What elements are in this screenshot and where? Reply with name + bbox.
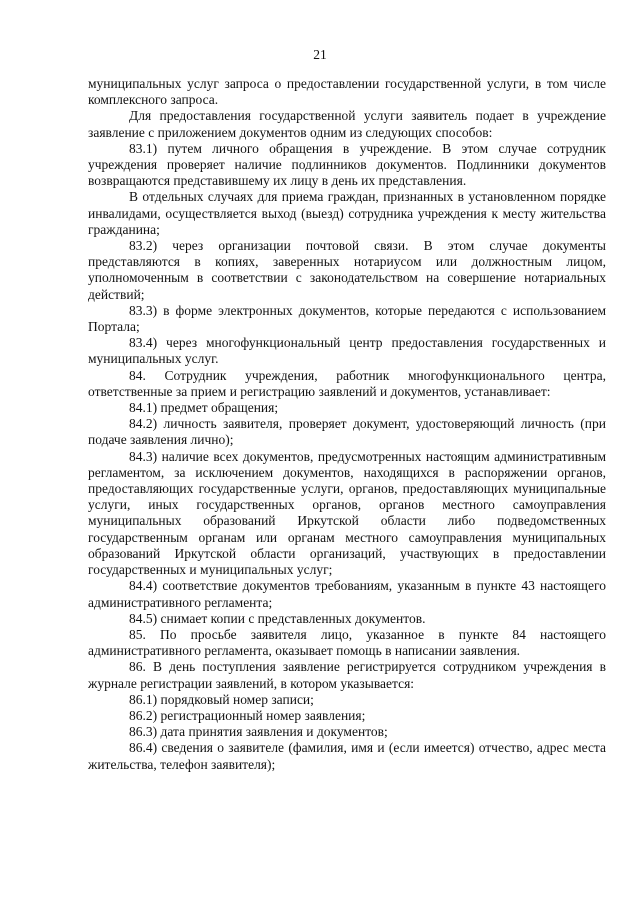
paragraph: Для предоставления государственной услуги заявитель подает в учреждение заявление с приложением документов одним из следующих способов: bbox=[88, 108, 606, 140]
paragraph: муниципальных услуг запроса о предоставлении государственной услуги, в том числе комплексного запроса. bbox=[88, 76, 606, 108]
paragraph: 84.3) наличие всех документов, предусмотренных настоящим административным регламентом, за исключением документов, находящихся в распоряжении органов, предоставляющих государственные услуги, органов, предоставляющих муниципальные услуги, иных государственных органов, органов местного самоуправления муниципальных образований Иркутской области либо подведомственных государственным органам или органам местного самоуправления муниципальных образований Иркутской области организаций, участвующих в предоставлении государственных и муниципальных услуг; bbox=[88, 448, 606, 578]
paragraph: В отдельных случаях для приема граждан, признанных в установленном порядке инвалидами, осуществляется выход (выезд) сотрудника учреждения к месту жительства гражданина; bbox=[88, 189, 606, 237]
paragraph: 83.4) через многофункциональный центр предоставления государственных и муниципальных услуг. bbox=[88, 335, 606, 367]
paragraph: 86.4) сведения о заявителе (фамилия, имя и (если имеется) отчество, адрес места жительства, телефон заявителя); bbox=[88, 740, 606, 772]
document-body bbox=[88, 76, 606, 773]
paragraph: 84.4) соответствие документов требованиям, указанным в пункте 43 настоящего административного регламента; bbox=[88, 578, 606, 610]
page-number: 21 bbox=[313, 47, 327, 62]
paragraph: 86.1) порядковый номер записи; bbox=[129, 691, 314, 707]
paragraph: 84.1) предмет обращения; bbox=[129, 400, 279, 416]
paragraph: 84.2) личность заявителя, проверяет документ, удостоверяющий личность (при подаче заявления лично); bbox=[88, 416, 606, 448]
paragraph: 84. Сотрудник учреждения, работник многофункционального центра, ответственные за прием и регистрацию заявлений и документов, устанавливает: bbox=[88, 367, 606, 399]
paragraph: 86.3) дата принятия заявления и документов; bbox=[129, 724, 388, 740]
paragraph: 86. В день поступления заявление регистрируется сотрудником учреждения в журнале регистрации заявлений, в котором указывается: bbox=[88, 659, 606, 691]
paragraph: 83.1) путем личного обращения в учреждение. В этом случае сотрудник учреждения проверяет наличие подлинников документов. Подлинники документов возвращаются представившему их лицу в день их представления. bbox=[88, 140, 606, 189]
paragraph: 83.3) в форме электронных документов, которые передаются с использованием Портала; bbox=[88, 302, 606, 335]
paragraph: 86.2) регистрационный номер заявления; bbox=[129, 707, 366, 723]
paragraph: 84.5) снимает копии с представленных документов. bbox=[129, 610, 426, 626]
paragraph: 85. По просьбе заявителя лицо, указанное в пункте 84 настоящего административного регламента, оказывает помощь в написании заявления. bbox=[88, 626, 606, 659]
paragraph: 83.2) через организации почтовой связи. В этом случае документы представляются в копиях, заверенных нотариусом или должностным лицом, уполномоченным в соответствии с законодательством на совершение нотариальных действий; bbox=[88, 238, 606, 302]
